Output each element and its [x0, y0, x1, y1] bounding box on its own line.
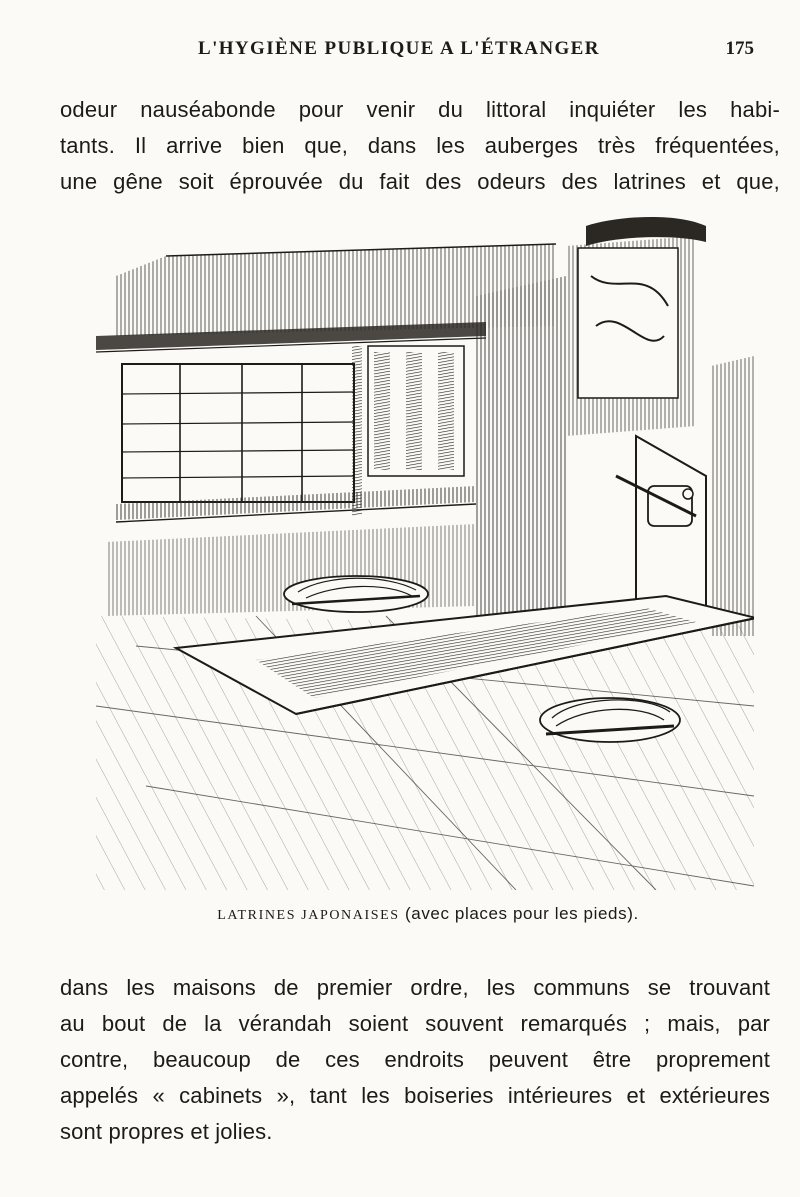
footrest-lower [540, 698, 680, 742]
caption-detail: (avec places pour les pieds). [405, 904, 639, 923]
bottom-paragraph [60, 970, 770, 1150]
figure-caption [148, 904, 708, 924]
text-line: au bout de la vérandah soient souvent remarqués ; mais, par [60, 1011, 770, 1036]
ledge [116, 486, 476, 522]
text-line: sont propres et jolies. [60, 1119, 273, 1144]
top-paragraph [60, 92, 780, 200]
text-line: odeur nauséabonde pour venir du littoral inquiéter les habi- [60, 97, 780, 122]
balustrade [368, 346, 464, 476]
shoji-window [122, 346, 362, 516]
text-line: une gêne soit éprouvée du fait des odeurs des latrines et que, [60, 169, 780, 194]
text-line: tants. Il arrive bien que, dans les auberges très fréquentées, [60, 133, 780, 158]
running-head: L'HYGIÈNE PUBLIQUE A L'ÉTRANGER [198, 38, 600, 59]
illustration [56, 186, 754, 890]
caption-title: LATRINES JAPONAISES [217, 908, 400, 923]
page-number: 175 [725, 38, 754, 59]
text-line: dans les maisons de premier ordre, les communs se trouvant [60, 975, 770, 1000]
latrine-engraving [56, 186, 754, 890]
text-line: appelés « cabinets », tant les boiseries intérieures et extérieures [60, 1083, 770, 1108]
footrest-upper [284, 576, 428, 612]
text-line: contre, beaucoup de ces endroits peuvent être proprement [60, 1047, 770, 1072]
